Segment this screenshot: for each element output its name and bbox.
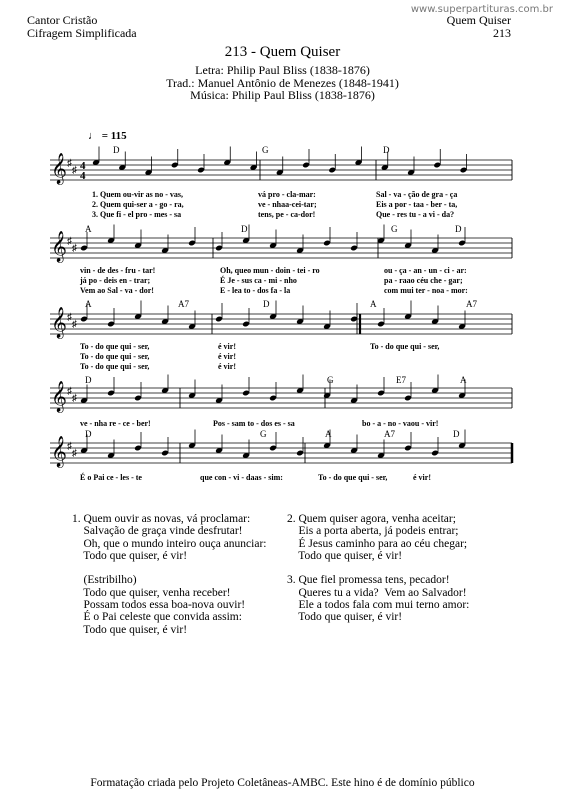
lyric-syllables: é vir! bbox=[218, 362, 236, 371]
stanza-line: Todo que quiser, é vir! bbox=[287, 549, 403, 562]
stanza-line: (Estribilho) bbox=[72, 574, 137, 587]
time-signature-top: 4 bbox=[80, 160, 86, 172]
credit-music: Música: Philip Paul Bliss (1838-1876) bbox=[190, 88, 375, 102]
chord-symbol: D bbox=[263, 299, 270, 309]
chord-symbol: A bbox=[460, 375, 467, 385]
chord-symbol: D bbox=[453, 429, 460, 439]
site-url: www.superpartituras.com.br bbox=[410, 4, 553, 15]
footer-note: Formatação criada pelo Projeto Coletâneas-AMBC. Este hino é de domínio público bbox=[90, 777, 475, 789]
chord-symbol: A7 bbox=[384, 429, 395, 439]
treble-clef: 𝄞 bbox=[51, 381, 67, 411]
lyric-syllables: Vem ao Sal - va - dor! bbox=[80, 286, 154, 295]
credit-lyrics: Letra: Philip Paul Bliss (1838-1876) bbox=[195, 63, 370, 77]
lyric-syllables: Sal - va - ção de gra - ça bbox=[376, 190, 458, 199]
stanza-line: Todo que quiser, é vir! bbox=[287, 611, 403, 624]
stanza-line: Todo que quiser, venha receber! bbox=[72, 586, 231, 599]
stanza-line: Todo que quiser, é vir! bbox=[72, 549, 188, 562]
treble-clef: 𝄞 bbox=[51, 231, 67, 261]
lyric-syllables: é vir! bbox=[218, 342, 236, 351]
chord-symbol: E7 bbox=[396, 375, 406, 385]
chord-symbol: A bbox=[325, 429, 332, 439]
treble-clef: 𝄞 bbox=[51, 307, 67, 337]
chord-symbol: G bbox=[260, 429, 267, 439]
stanza-line: Possam todos essa boa-nova ouvir! bbox=[72, 599, 246, 612]
chord-symbol: D bbox=[85, 375, 92, 385]
lyric-syllables: já po - deis en - trar; bbox=[80, 276, 151, 285]
stanza-line: Ele a todos fala com mui terno amor: bbox=[287, 599, 470, 612]
chord-symbol: D bbox=[85, 429, 92, 439]
lyric-syllables: Eis a por - taa - ber - ta, bbox=[376, 200, 458, 209]
header-song-number: 213 bbox=[493, 26, 511, 40]
stanza-line: 3. Que fiel promessa tens, pecador! bbox=[287, 574, 450, 587]
chord-symbol: D bbox=[455, 224, 462, 234]
lyric-syllables: é vir! bbox=[413, 473, 431, 482]
stanza-column-left bbox=[72, 513, 267, 636]
stanza-line: Salvação de graça vinde desfrutar! bbox=[72, 525, 243, 538]
key-signature-sharp: ♯ bbox=[67, 441, 72, 452]
lyric-syllables: To - do que qui - ser, bbox=[80, 352, 150, 361]
lyric-syllables: To - do que qui - ser, bbox=[80, 362, 150, 371]
chord-symbol: G bbox=[327, 375, 334, 385]
lyric-syllables: tens, pe - ca-dor! bbox=[258, 210, 316, 219]
key-signature-sharp: ♯ bbox=[72, 165, 77, 176]
chord-symbol: A7 bbox=[466, 299, 477, 309]
stanza-line bbox=[287, 562, 469, 574]
chord-symbol: G bbox=[391, 224, 398, 234]
lyric-syllables: ve - nha re - ce - ber! bbox=[80, 419, 151, 428]
lyric-syllables: 1. Quem ou-vir as no - vas, bbox=[92, 190, 183, 199]
key-signature-sharp: ♯ bbox=[72, 319, 77, 330]
key-signature-sharp: ♯ bbox=[72, 393, 77, 404]
lyric-syllables: vá pro - cla-mar: bbox=[258, 190, 316, 199]
lyric-syllables: vin - de des - fru - tar! bbox=[80, 266, 156, 275]
lyric-syllables: ve - nhaa-cei-tar; bbox=[258, 200, 317, 209]
lyric-syllables: que con - vi - daas - sim: bbox=[200, 473, 283, 482]
edition-name: Cifragem Simplificada bbox=[27, 26, 137, 40]
chord-symbol: D bbox=[113, 145, 120, 155]
chord-symbol: D bbox=[383, 145, 390, 155]
stanza-line: Eis a porta aberta, já podeis entrar; bbox=[287, 525, 459, 538]
lyric-syllables: é vir! bbox=[218, 352, 236, 361]
time-signature-bottom: 4 bbox=[80, 170, 86, 182]
lyric-syllables: Que - res tu - a vi - da? bbox=[376, 210, 455, 219]
lyric-syllables: To - do que qui - ser, bbox=[318, 473, 388, 482]
key-signature-sharp: ♯ bbox=[72, 448, 77, 459]
stanza-line: Queres tu a vida? Vem ao Salvador! bbox=[287, 586, 467, 599]
lyric-syllables: com mui ter - noa - mor: bbox=[384, 286, 468, 295]
lyric-syllables: É Je - sus ca - mi - nho bbox=[220, 276, 297, 285]
stanza-line: É Jesus caminho para ao céu chegar; bbox=[287, 537, 468, 550]
hymnal-name: Cantor Cristão bbox=[27, 13, 98, 27]
key-signature-sharp: ♯ bbox=[72, 243, 77, 254]
stanza-column-right bbox=[287, 513, 469, 624]
lyric-syllables: pa - raao céu che - gar; bbox=[384, 276, 463, 285]
stanza-line: Todo que quiser, é vir! bbox=[72, 623, 188, 636]
stanza-line: 2. Quem quiser agora, venha aceitar; bbox=[287, 513, 456, 525]
key-signature-sharp: ♯ bbox=[67, 158, 72, 169]
treble-clef: 𝄞 bbox=[51, 153, 67, 183]
chord-symbol: A bbox=[85, 224, 92, 234]
chord-symbol: G bbox=[262, 145, 269, 155]
key-signature-sharp: ♯ bbox=[67, 386, 72, 397]
lyric-syllables: Oh, queo mun - doin - tei - ro bbox=[220, 266, 320, 275]
chord-symbol: D bbox=[241, 224, 248, 234]
stanza-line: É o Pai celeste que convida assim: bbox=[72, 611, 242, 624]
lyric-syllables: To - do que qui - ser, bbox=[80, 342, 150, 351]
chord-symbol: A7 bbox=[178, 299, 189, 309]
chord-symbol: A bbox=[370, 299, 377, 309]
chord-symbol: A bbox=[85, 299, 92, 309]
lyric-syllables: 2. Quem qui-ser a - go - ra, bbox=[92, 200, 184, 209]
key-signature-sharp: ♯ bbox=[67, 236, 72, 247]
stanza-line bbox=[72, 562, 267, 574]
key-signature-sharp: ♯ bbox=[67, 312, 72, 323]
tempo-marking: ♩ = 115 bbox=[88, 130, 127, 142]
lyric-syllables: ou - ça - an - un - ci - ar: bbox=[384, 266, 467, 275]
lyric-syllables: E - lea to - dos fa - la bbox=[220, 286, 291, 295]
lyric-syllables: Pos - sam to - dos es - sa bbox=[213, 419, 295, 428]
stanza-line: Oh, que o mundo inteiro ouça anunciar: bbox=[72, 537, 267, 550]
header-song-title: Quem Quiser bbox=[446, 13, 511, 27]
lyric-syllables: To - do que qui - ser, bbox=[370, 342, 440, 351]
lyric-syllables: É o Pai ce - les - te bbox=[80, 473, 142, 482]
stanza-line: 1. Quem ouvir as novas, vá proclamar: bbox=[72, 513, 251, 525]
song-title: 213 - Quem Quiser bbox=[224, 44, 341, 60]
treble-clef: 𝄞 bbox=[51, 436, 67, 466]
lyric-syllables: 3. Que fi - el pro - mes - sa bbox=[92, 210, 182, 219]
lyric-syllables: bo - a - no - vaou - vir! bbox=[362, 419, 439, 428]
credit-translation: Trad.: Manuel Antônio de Menezes (1848-1941) bbox=[166, 75, 399, 90]
